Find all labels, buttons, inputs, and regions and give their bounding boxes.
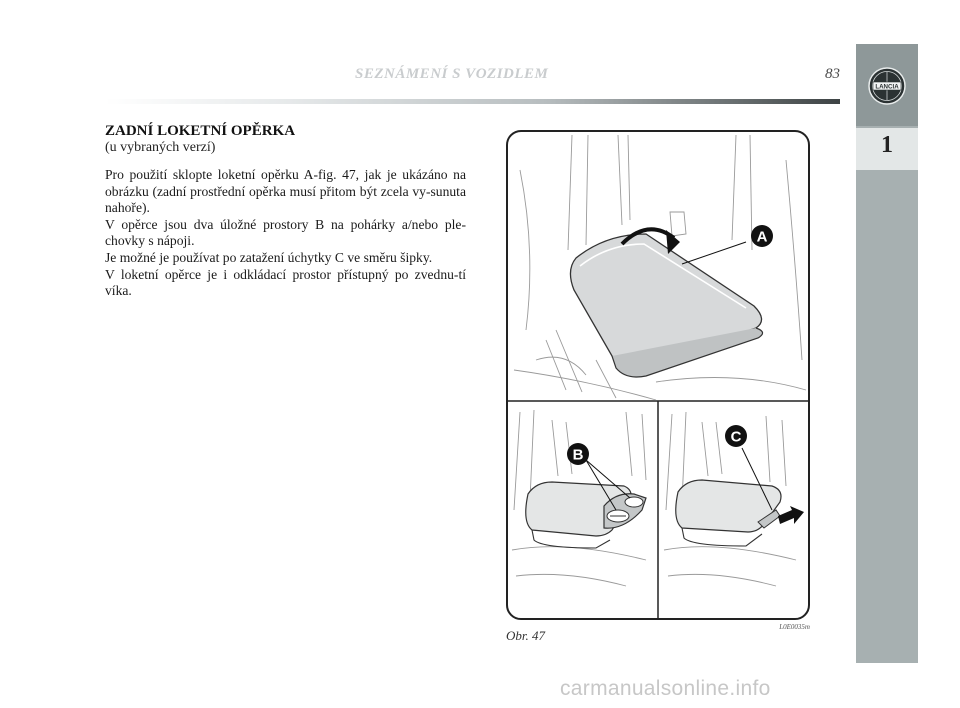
label-a: A <box>756 228 768 246</box>
lancia-shield-icon <box>866 66 908 106</box>
label-b: B <box>572 446 584 464</box>
figure-code: L0E0035m <box>779 623 810 631</box>
paragraph: V opěrce jsou dva úložné prostory B na pohárky a/nebo ple-chovky s nápoji. <box>105 216 466 249</box>
chapter-number: 1 <box>881 132 893 158</box>
paragraph: V loketní opěrce je i odkládací prostor přístupný po zvednu-tí víka. <box>105 266 466 299</box>
watermark-text: carmanualsonline.info <box>560 677 771 700</box>
section-title: SEZNÁMENÍ S VOZIDLEM <box>355 66 549 82</box>
figure-caption: Obr. 47 <box>506 628 546 643</box>
section-subheading: (u vybraných verzí) <box>105 140 216 155</box>
section-heading: ZADNÍ LOKETNÍ OPĚRKA <box>105 123 296 139</box>
paragraph: Je možné je používat po zatažení úchytky C ve směru šipky. <box>105 249 433 265</box>
page-number: 83 <box>825 66 840 82</box>
logo-text: LANCIA <box>875 83 899 91</box>
paragraph: Pro použití sklopte loketní opěrku A-fig. 47, jak je ukázáno na obrázku (zadní prostřední opěrka musí přitom být zcela vy-sunuta nahoře). <box>105 167 466 216</box>
header-rule <box>105 99 840 104</box>
body-text <box>105 167 466 300</box>
armrest-figure <box>506 130 810 620</box>
label-c: C <box>730 428 742 446</box>
